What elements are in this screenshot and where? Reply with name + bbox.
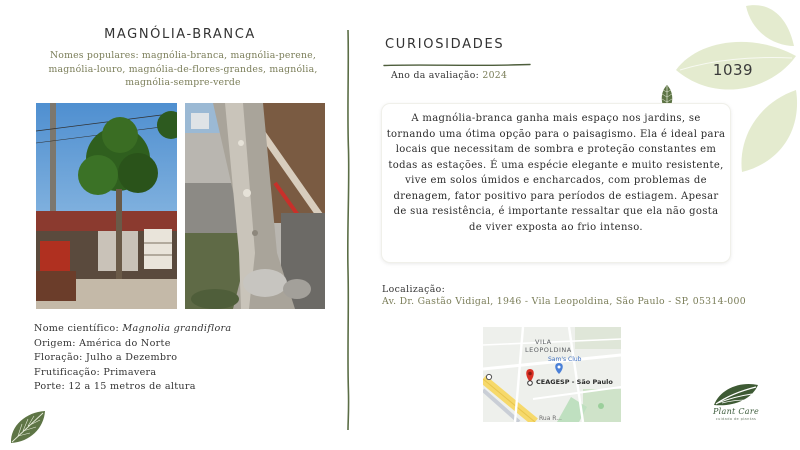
location-map[interactable]	[483, 327, 621, 422]
title-underline	[383, 53, 531, 59]
year-value: 2024	[482, 70, 508, 81]
map-district-line2: LEOPOLDINA	[525, 346, 572, 354]
species-title: MAGNÓLIA-BRANCA	[104, 27, 256, 42]
map-poi-label: Sam's Club	[548, 356, 582, 363]
size-line	[34, 380, 334, 395]
popular-names: Nomes populares: magnólia-branca, magnólia-perene, magnólia-louro, magnólia-de-flores-grandes, magnólia, magnólia-sempre-verde	[48, 50, 318, 88]
brand-tagline: cuidado de plantas	[715, 417, 757, 421]
evaluation-year	[391, 70, 507, 81]
map-district-line1: VILA	[535, 338, 552, 346]
origin-line	[34, 337, 334, 352]
map-pin-label: CEAGESP - São Paulo	[536, 378, 613, 386]
flowering-line	[34, 351, 334, 366]
leaf-icon	[8, 408, 48, 450]
scientific-name-label: Nome científico:	[34, 323, 123, 334]
plant-id-number: 1039	[712, 61, 754, 79]
species-info	[34, 322, 334, 395]
year-label: Ano da avaliação:	[391, 70, 483, 81]
curiosities-title: CURIOSIDADES	[385, 37, 505, 52]
scientific-name-value: Magnolia grandiflora	[122, 323, 232, 334]
size-label: Porte:	[34, 381, 69, 392]
fruiting-value: Primavera	[103, 366, 157, 378]
location-label: Localização:	[382, 284, 446, 295]
origin-label: Origem:	[34, 337, 80, 349]
flowering-value: Julho a Dezembro	[85, 352, 178, 363]
map-street-label: Rua R...	[539, 415, 562, 422]
fruiting-label: Frutificação:	[34, 366, 104, 378]
vertical-divider	[344, 30, 352, 430]
size-value: 12 a 15 metros de altura	[68, 381, 196, 392]
location-address[interactable]: Av. Dr. Gastão Vidigal, 1946 - Vila Leopoldina, São Paulo - SP, 05314-000	[382, 296, 746, 307]
origin-value: América do Norte	[79, 337, 171, 349]
flowering-label: Floração:	[34, 352, 86, 363]
leaf-cluster-icon	[672, 0, 800, 180]
fruiting-line	[34, 366, 334, 381]
curiosities-text: A magnólia-branca ganha mais espaço nos jardins, se tornando uma ótima opção para o paisagismo. Ela é ideal para locais que necessitam de sombra e proteção constantes em todas as estações. É uma espécie elegante e muito resistente, vive em solos úmidos e encharcados, com problemas de drenagem, fator positivo para períodos de estiagem. Apesar de sua resistência, é importante ressaltar que ela não gosta de viver exposta ao frio intenso.	[386, 113, 726, 233]
scientific-name-line	[34, 322, 334, 337]
tree-photo	[36, 103, 177, 309]
brand-name: Plant Care	[712, 407, 760, 416]
trunk-photo	[185, 103, 325, 309]
